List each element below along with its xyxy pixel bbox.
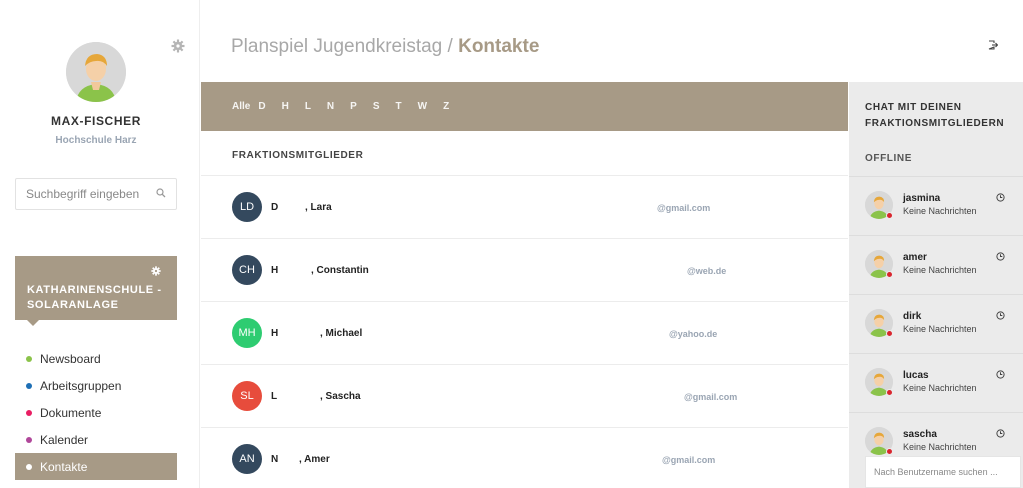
chat-username: amer [903,252,927,263]
contact-email[interactable]: @yahoo.de [669,329,718,339]
table-row[interactable] [201,364,848,427]
letter-filter-d[interactable]: D [258,101,266,112]
contact-surname: L [271,391,278,402]
group-title: KATHARINENSCHULE - SOLARANLAGE [27,284,162,311]
letter-filter-w[interactable]: W [417,101,428,112]
search-icon[interactable] [156,188,166,201]
letter-filter-bar [201,82,848,131]
chat-username: lucas [903,370,929,381]
table-row[interactable] [201,175,848,238]
page-title [231,36,539,58]
letter-filter-t[interactable]: T [395,101,402,112]
list-item[interactable] [849,353,1023,412]
chat-username: sascha [903,429,937,440]
sidebar-item-newsboard[interactable] [15,345,177,372]
group-card[interactable] [15,256,177,320]
contact-surname: H [271,328,279,339]
chat-user-list [849,176,1023,471]
sidebar-item-label: Kontakte [40,459,88,474]
chat-username: dirk [903,311,922,322]
avatar [66,42,126,102]
group-pointer [27,320,39,326]
table-row[interactable] [201,238,848,301]
chat-status-heading: OFFLINE [865,153,912,164]
bullet-icon [26,383,32,389]
sidebar-item-label: Arbeitsgruppen [40,378,122,393]
sidebar-item-kontakte[interactable] [15,453,177,480]
clock-icon [996,370,1005,381]
offline-status-icon [886,389,893,396]
contacts-list [201,175,848,488]
sidebar-nav [15,345,177,480]
chat-panel [849,82,1023,488]
contact-given-name: , Amer [299,454,330,465]
chat-last-message: Keine Nachrichten [903,442,977,452]
page-title-current: Kontakte [458,36,540,57]
contact-given-name: , Lara [305,202,332,213]
letter-filter-p[interactable]: P [350,101,357,112]
initials-avatar: CH [232,255,262,285]
gear-icon[interactable] [151,266,161,279]
clock-icon [996,311,1005,322]
clock-icon [996,429,1005,440]
bullet-icon [26,437,32,443]
bullet-icon [26,464,32,470]
chat-search-input[interactable] [874,467,1012,477]
offline-status-icon [886,330,893,337]
letter-filter-n[interactable]: N [326,101,335,112]
initials-avatar: MH [232,318,262,348]
contact-given-name: , Sascha [320,391,361,402]
gear-icon[interactable] [171,39,185,53]
bullet-icon [26,410,32,416]
chat-last-message: Keine Nachrichten [903,206,977,216]
sidebar-item-kalender[interactable] [15,426,177,453]
sidebar-item-arbeitsgruppen[interactable] [15,372,177,399]
list-item[interactable] [849,294,1023,353]
clock-icon [996,193,1005,204]
contact-surname: D [271,202,279,213]
list-item[interactable] [849,235,1023,294]
bullet-icon [26,356,32,362]
chat-last-message: Keine Nachrichten [903,383,977,393]
chat-last-message: Keine Nachrichten [903,324,977,334]
table-row[interactable] [201,427,848,488]
offline-status-icon [886,212,893,219]
chat-last-message: Keine Nachrichten [903,265,977,275]
offline-status-icon [886,271,893,278]
contact-given-name: , Michael [320,328,363,339]
page-title-prefix: Planspiel Jugendkreistag / [231,36,459,57]
contact-email[interactable]: @gmail.com [657,203,711,213]
initials-avatar: AN [232,444,262,474]
sidebar-item-label: Kalender [40,432,89,447]
sidebar-item-dokumente[interactable] [15,399,177,426]
sidebar-item-label: Newsboard [40,351,101,366]
letter-filter-h[interactable]: H [281,101,289,112]
contact-given-name: , Constantin [311,265,369,276]
letter-filter-s[interactable]: S [372,101,380,112]
chat-username: jasmina [903,193,941,204]
letter-filter-l[interactable]: L [304,101,311,112]
contacts-heading: FRAKTIONSMITGLIEDER [232,150,364,161]
contact-surname: H [271,265,279,276]
search-box[interactable] [15,178,177,210]
table-row[interactable] [201,301,848,364]
sidebar-item-label: Dokumente [40,405,102,420]
contact-surname: N [271,454,279,465]
list-item[interactable] [849,176,1023,235]
search-input[interactable] [26,187,146,201]
contact-email[interactable]: @web.de [687,266,727,276]
chat-title: CHAT MIT DEINEN FRAKTIONSMITGLIEDERN [865,102,1005,129]
clock-icon [996,252,1005,263]
initials-avatar: LD [232,192,262,222]
sidebar [0,0,200,488]
chat-search-box[interactable] [865,456,1021,488]
contact-email[interactable]: @gmail.com [662,455,716,465]
initials-avatar: SL [232,381,262,411]
letter-filter-z[interactable]: Z [443,101,450,112]
username: MAX-FISCHER [51,114,141,128]
letter-filter-alle[interactable]: Alle [232,101,251,112]
school-name: Hochschule Harz [55,135,137,146]
offline-status-icon [886,448,893,455]
logout-icon[interactable] [988,40,998,53]
contact-email[interactable]: @gmail.com [684,392,738,402]
